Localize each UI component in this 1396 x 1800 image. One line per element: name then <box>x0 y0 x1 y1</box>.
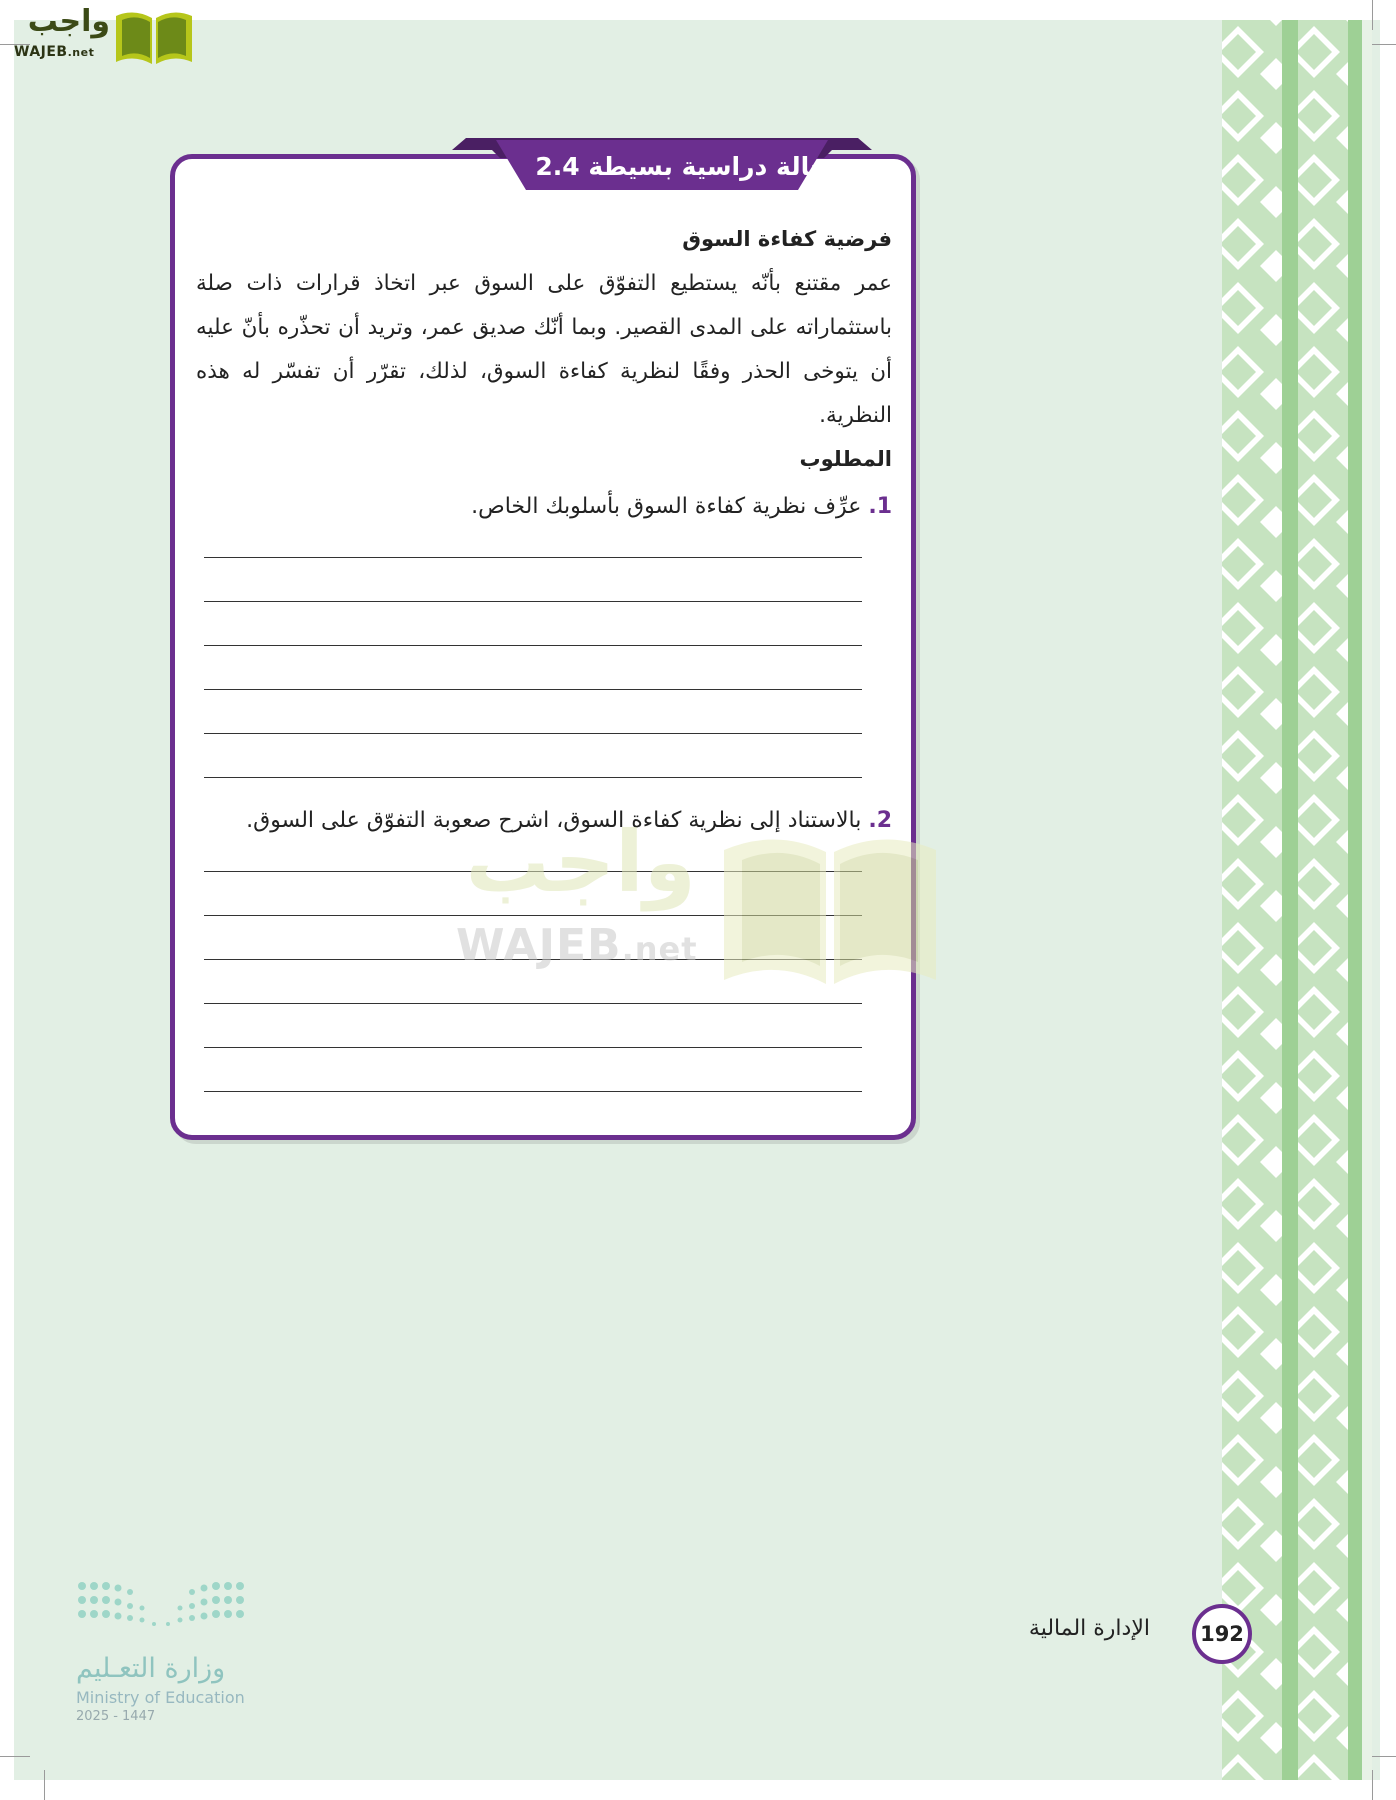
watermark-domain: WAJEB.net <box>456 920 698 971</box>
wajeb-logo[interactable] <box>8 4 198 68</box>
watermark-word: واجب <box>465 813 696 911</box>
answer-line[interactable] <box>204 601 862 602</box>
answer-line[interactable] <box>204 557 862 558</box>
answer-line[interactable] <box>204 733 862 734</box>
question-number: 2. <box>868 808 892 833</box>
answer-line[interactable] <box>204 1091 862 1092</box>
wajeb-logo-word: واجب <box>27 4 110 39</box>
question-number: 1. <box>868 494 892 519</box>
case-study-subtitle: فرضية كفاءة السوق <box>682 227 892 251</box>
crop-mark <box>44 1770 45 1800</box>
required-label: المطلوب <box>799 447 892 471</box>
case-study-body: عمر مقتنع بأنّه يستطيع التفوّق على السوق عبر اتخاذ قرارات ذات صلة باستثماراته على المدى القصير. وبما أنّك صديق عمر، وتريد أن تحذّره بأنّ عليه أن يتوخى الحذر وفقًا لنظرية كفاءة السوق، لذلك، تقرّر أن تفسّر له هذه النظرية. <box>196 271 892 428</box>
ministry-logo <box>76 1578 256 1728</box>
ministry-name-ar: وزارة التعـليم <box>76 1653 226 1684</box>
crop-mark <box>0 1756 30 1757</box>
page-number: 192 <box>1192 1604 1252 1664</box>
question-1 <box>192 490 892 524</box>
wajeb-logo-domain: WAJEB.net <box>14 44 95 60</box>
answer-line[interactable] <box>204 777 862 778</box>
crop-mark <box>1372 1770 1373 1800</box>
question-text: عرِّف نظرية كفاءة السوق بأسلوبك الخاص. <box>471 494 862 519</box>
watermark-book-icon <box>718 830 942 986</box>
book-icon <box>112 8 196 66</box>
decorative-border-pattern <box>1222 20 1372 1780</box>
ministry-name-en: Ministry of Education <box>76 1688 245 1707</box>
ministry-year: 2025 - 1447 <box>76 1709 156 1724</box>
answer-line[interactable] <box>204 1003 862 1004</box>
ministry-dots-icon <box>76 1578 246 1638</box>
case-study-title: حالة دراسية بسيطة 2.4 <box>535 152 828 181</box>
crop-mark <box>1372 0 1373 30</box>
book-title: الإدارة المالية <box>1028 1616 1150 1641</box>
answer-line[interactable] <box>204 645 862 646</box>
answer-line[interactable] <box>204 1047 862 1048</box>
question-text: بالاستناد إلى نظرية كفاءة السوق، اشرح صعوبة التفوّق على السوق. <box>246 808 862 833</box>
answer-line[interactable] <box>204 689 862 690</box>
